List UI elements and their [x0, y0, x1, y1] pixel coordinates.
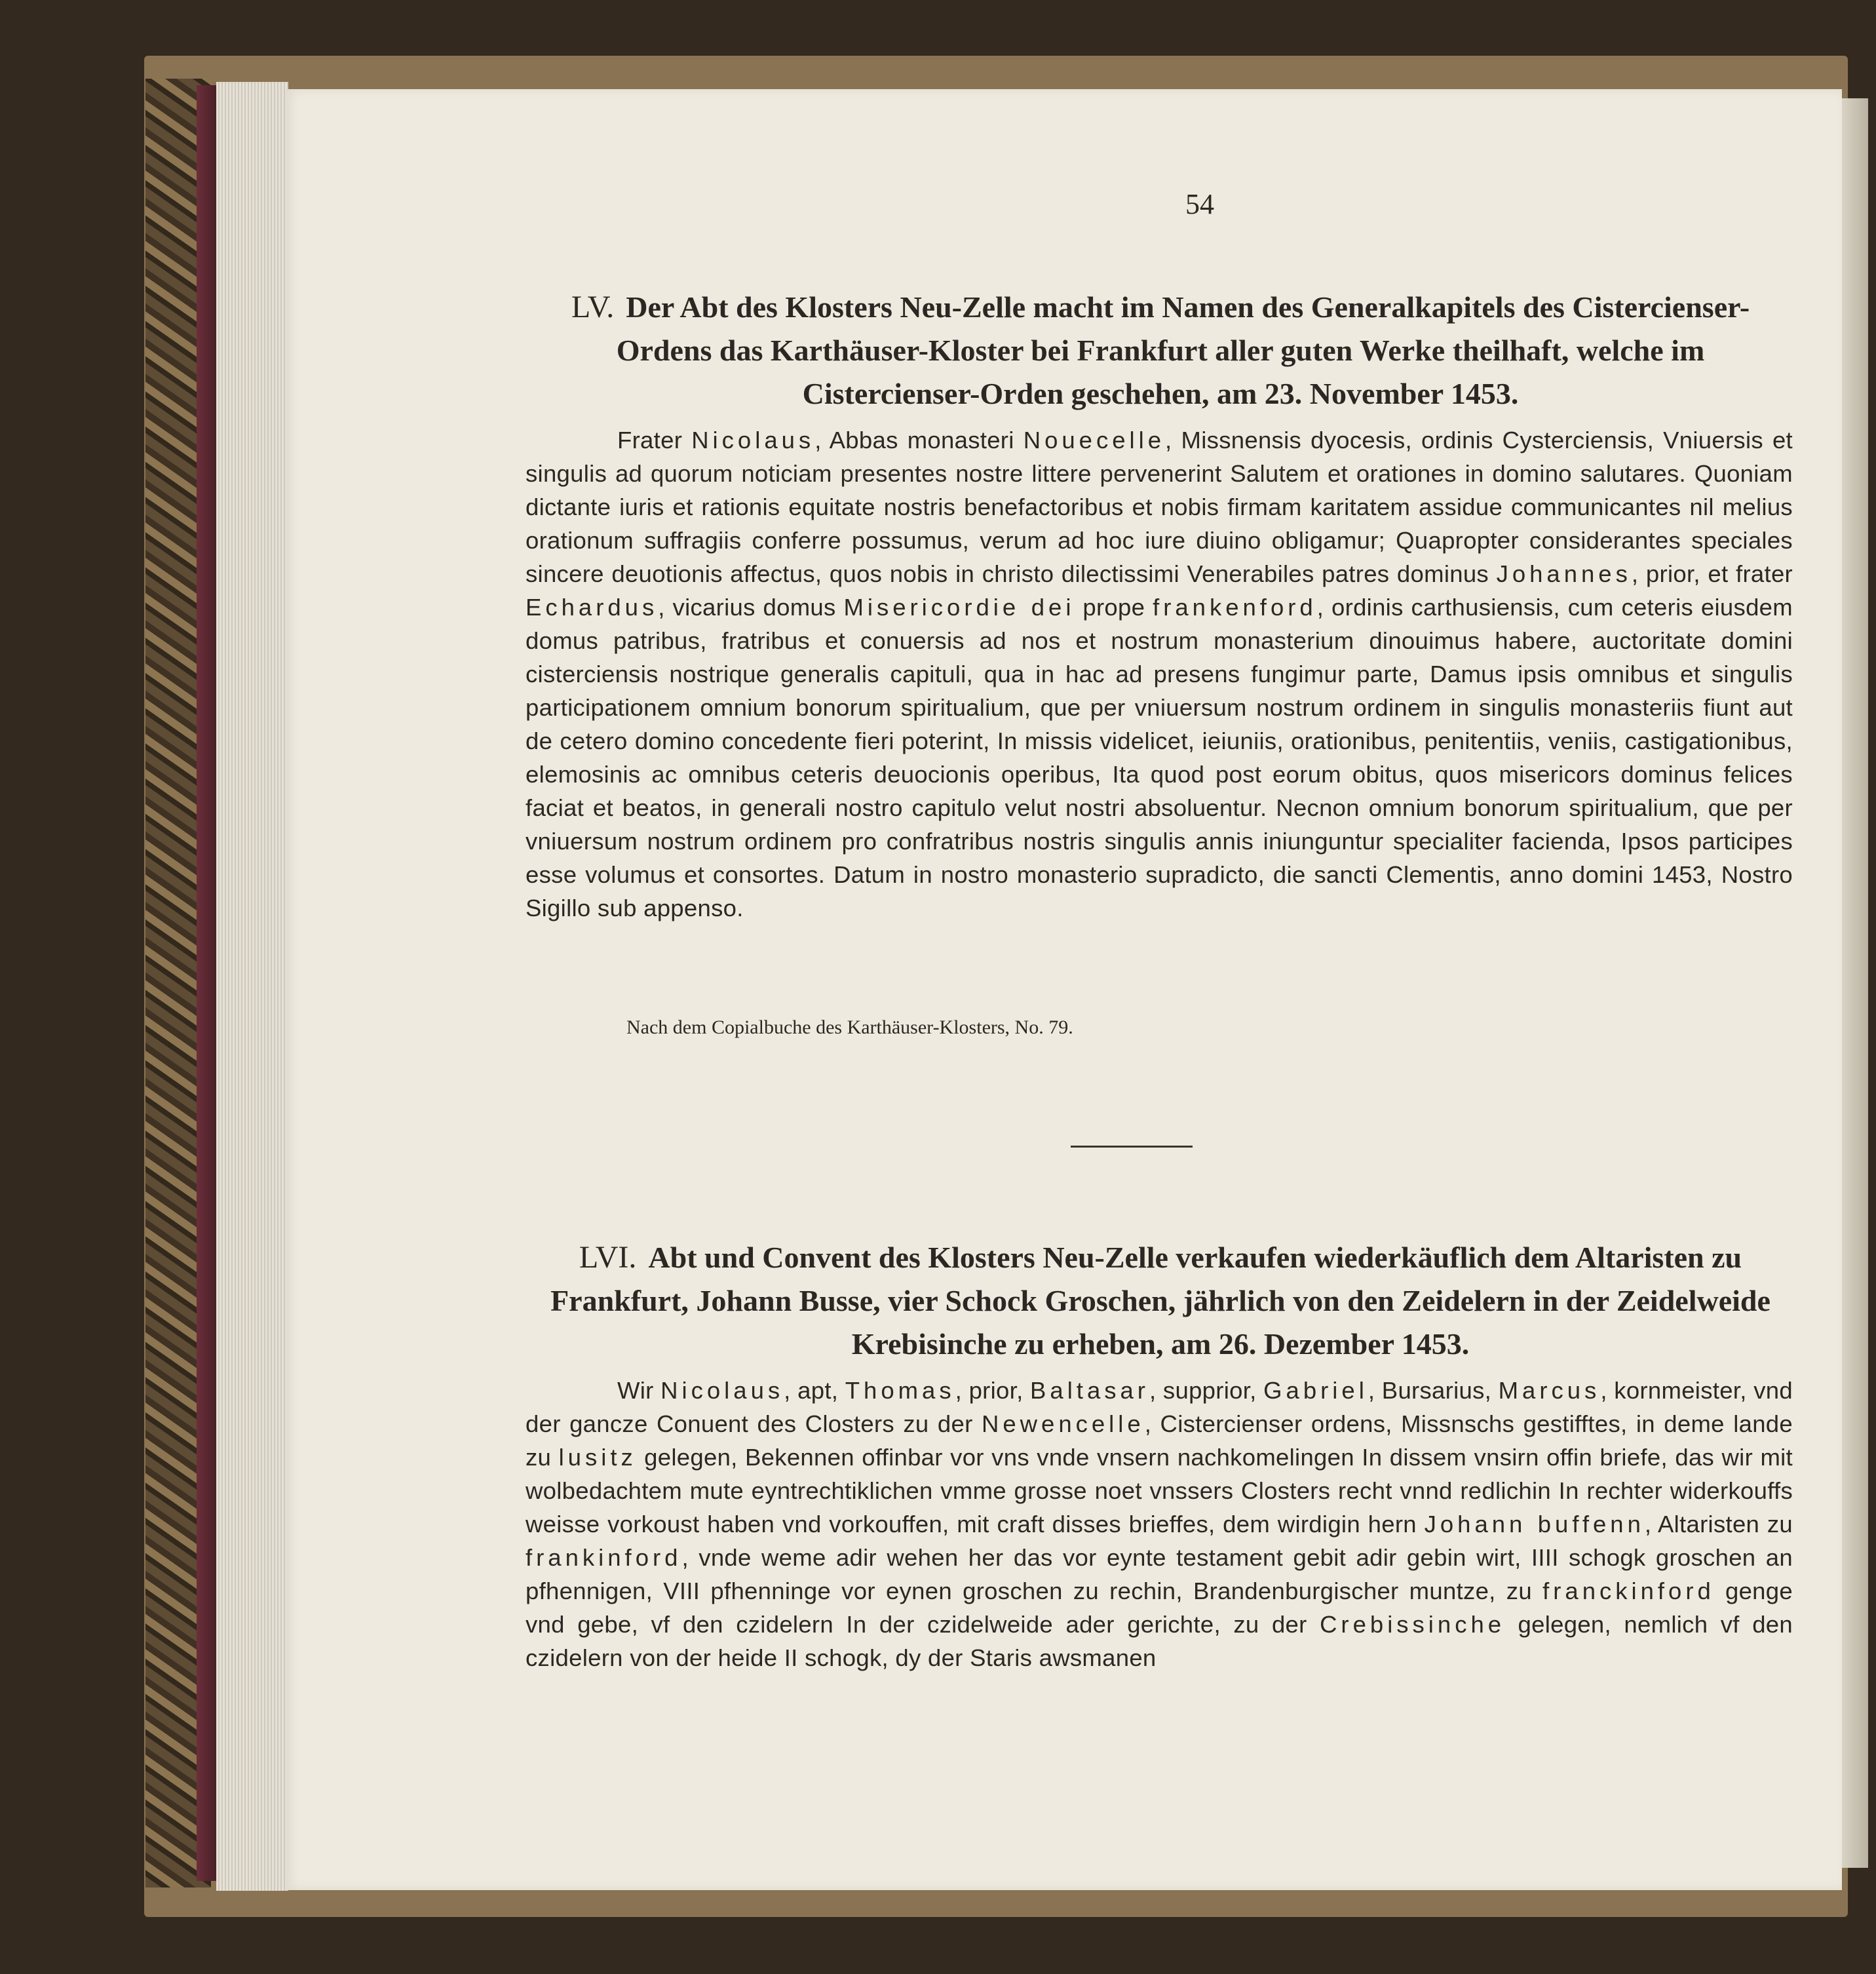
person-name: Echardus	[526, 594, 659, 621]
person-name: Gabriel	[1263, 1377, 1368, 1404]
document-number: LV.	[571, 290, 615, 324]
place-name: Newencelle	[982, 1410, 1145, 1437]
page-number: 54	[1185, 188, 1214, 220]
latin-charter-text: Frater Nicolaus, Abbas monasteri Nouecelle, Missnensis dyocesis, ordinis Cysterciensis, Vniuersis et singulis ad quorum noticiam presentes nostre littere pervenerint Salutem et orationes in domino salutares. Quoniam dictante iuris et rationis equitate nostris benefactoribus et nobis firmam karitatem assidue communicantes nil melius orationum suffragiis conferre possumus, verum ad hoc iure diuino obligamur; Quapropter considerantes speciales sincere deuotionis affectus, quos nobis in christo dilectissimi Venerabiles patres dominus Johannes, prior, et frater Echardus, vicarius domus Misericordie dei prope frankenford, ordinis carthusiensis, cum ceteris eiusdem domus patribus, fratribus et conuersis ad nos et nostrum monasterium dinouimus habere, auctoritate domini cisterciensis nostrique generalis capituli, qua in hac ad presens fungimur parte, Damus ipsis omnibus et singulis participationem omnium bonorum spiritualium, que per vniuersum nostrum ordinem in singulis monasteriis fiunt aut de cetero domino concedente fieri poterint, In missis videlicet, ieiuniis, orationibus, penitentiis, veniis, castigationibus, elemosinis ac omnibus ceteris deuocionis operibus, Ita quod post eorum obitus, quos misericors dominus felices faciat et beatos, in generali nostro capitulo velut nostri absoluentur. Necnon omnium bonorum spiritualium, que per vniuersum nostrum ordinem pro confratribus nostris singulis annis iniunguntur specialiter facienda, Ipsos participes esse volumus et consortes. Datum in nostro monasterio supradicto, die sancti Clementis, anno domini 1453, Nostro Sigillo sub appenso.	[526, 427, 1793, 921]
document-heading-lvi	[531, 1236, 1790, 1366]
place-name: Crebissinche	[1320, 1611, 1506, 1638]
document-title: Abt und Convent des Klosters Neu-Zelle verkaufen wiederkäuflich dem Altaristen zu Frankfurt, Johann Busse, vier Schock Groschen, jährlich von den Zeidelern in der Zeidelweide Krebisinche zu erheben, am 26. Dezember 1453.	[550, 1241, 1771, 1361]
person-name: Nicolaus	[691, 427, 815, 454]
person-name: Thomas	[845, 1377, 955, 1404]
document-body-lvi	[526, 1374, 1793, 1674]
place-name: Misericordie dei	[843, 594, 1075, 621]
document-number: LVI.	[579, 1240, 637, 1275]
document-title: Der Abt des Klosters Neu-Zelle macht im Namen des Generalkapitels des Cistercienser-Ordens das Karthäuser-Kloster bei Frankfurt aller guten Werke theilhaft, welche im Cistercienser-Orden geschehen, am 23. November 1453.	[616, 290, 1750, 410]
german-charter-text: Wir Nicolaus, apt, Thomas, prior, Baltasar, supprior, Gabriel, Bursarius, Marcus, kornmeister, vnd der gancze Conuent des Closters zu der Newencelle, Cistercienser ordens, Missnschs gestifftes, in deme lande zu lusitz gelegen, Bekennen offinbar vor vns vnde vnsern nachkomelingen In dissem vnsirn offin briefe, das wir mit wolbedachtem mute eyntrechtiklichen vmme grosse noet vnssers Closters recht vnnd redlichin In rechter widerkouffs weisse vorkoust haben vnd vorkouffen, mit craft disses brieffes, dem wirdigin hern Johann buffenn, Altaristen zu frankinford, vnde weme adir wehen her das vor eynte testament gebit adir gebin wirt, IIII schogk groschen an pfhennigen, VIII pfhenninge vor eynen groschen zu rechin, Brandenburgischer muntze, zu franckinford genge vnd gebe, vf den czidelern In der czidelweide ader gerichte, zu der Crebissinche gelegen, nemlich vf den czidelern von der heide II schogk, dy der Staris awsmanen	[526, 1377, 1793, 1671]
document-heading-lv	[531, 286, 1790, 416]
book-page	[286, 89, 1842, 1890]
right-page-edge	[1842, 98, 1868, 1868]
page-edges	[216, 82, 288, 1891]
place-name: franckinford	[1542, 1577, 1715, 1604]
person-name: Johann buffenn	[1424, 1511, 1645, 1538]
page-content	[286, 89, 1842, 1890]
spine-binding	[197, 85, 216, 1881]
document-body-lv	[526, 423, 1793, 925]
place-name: frankinford	[526, 1544, 682, 1571]
person-name: Baltasar	[1030, 1377, 1149, 1404]
place-name: frankenford	[1153, 594, 1317, 621]
section-divider	[1071, 1146, 1193, 1148]
person-name: Johannes	[1496, 560, 1632, 587]
person-name: Marcus	[1498, 1377, 1601, 1404]
source-note: Nach dem Copialbuche des Karthäuser-Klosters, No. 79.	[626, 1016, 1073, 1038]
place-name: Nouecelle	[1023, 427, 1166, 454]
place-name: lusitz	[558, 1444, 637, 1471]
person-name: Nicolaus	[660, 1377, 784, 1404]
